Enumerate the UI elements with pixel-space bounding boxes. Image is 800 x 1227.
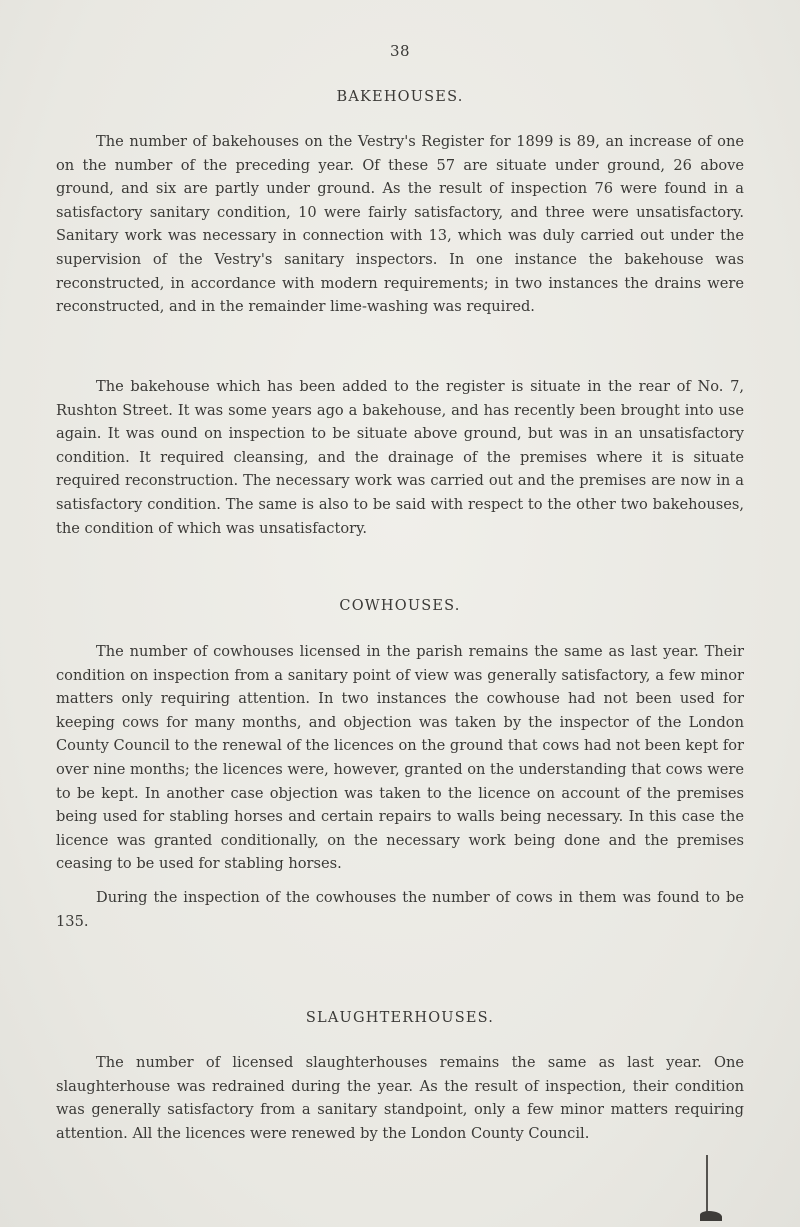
section-heading-bakehouses: BAKEHOUSES. — [336, 89, 464, 105]
paragraph-cowhouses-licences: The number of cowhouses licensed in the parish remains the same as last year. Their condition on inspection from a sanitary point of view was generally satisfactory, a few minor matters only requiring attention. In two instances the cowhouse had not been used for keeping cows for many months, and objection was taken by the inspector of the London County Council to the renewal of the licences on the ground that cows had not been kept for over nine months; the licences were, however, granted on the understanding that cows were to be kept. In another case objection was taken to the licence on account of the premises being used for stabling horses and certain repairs to walls being necessary. In this case the licence was granted conditionally, on the necessary work being done and the premises ceasing to be used for stabling horses. — [56, 643, 744, 873]
section-heading-cowhouses: COWHOUSES. — [339, 598, 461, 614]
section-heading-slaughterhouses: SLAUGHTERHOUSES. — [305, 1010, 495, 1026]
paragraph-bakehouses-rushton-street: The bakehouse which has been added to the register is situate in the rear of No. 7, Rushton Street. It was some years ago a bakehouse, and has recently been brought into use again. It was ound on inspection to be situate above ground, but was in an unsatisfactory condition. It required cleansing, and the drainage of the premises where it is situate required reconstruction. The necessary work was carried out and the premises are now in a satisfactory condition. The same is also to be said with respect to the other two bakehouses, the condition of which was unsatisfactory. — [56, 378, 744, 537]
page-number: 38 — [389, 42, 411, 60]
paragraph-slaughterhouses: The number of licensed slaughterhouses remains the same as last year. One slaughterhouse was redrained during the year. As the result of inspection, their condition was generally satisfactory from a sanitary standpoint, only a few minor matters requiring attention. All the licences were renewed by the London County Council. — [56, 1054, 744, 1142]
page-corner-mark — [700, 1211, 722, 1221]
pencil-mark — [706, 1155, 708, 1217]
paragraph-bakehouses-register: The number of bakehouses on the Vestry's Register for 1899 is 89, an increase of one on the number of the preceding year. Of these 57 are situate under ground, 26 above ground, and six are partly under ground. As the result of inspection 76 were found in a satisfactory sanitary condition, 10 were fairly satisfactory, and three were unsatisfactory. Sanitary work was necessary in connection with 13, which was duly carried out under the supervision of the Vestry's sanitary inspectors. In one instance the bakehouse was reconstructed, in accordance with modern requirements; in two instances the drains were reconstructed, and in the remainder lime-washing was required. — [56, 133, 744, 316]
paragraph-cowhouses-cow-count: During the inspection of the cowhouses the number of cows in them was found to be 135. — [56, 889, 744, 930]
